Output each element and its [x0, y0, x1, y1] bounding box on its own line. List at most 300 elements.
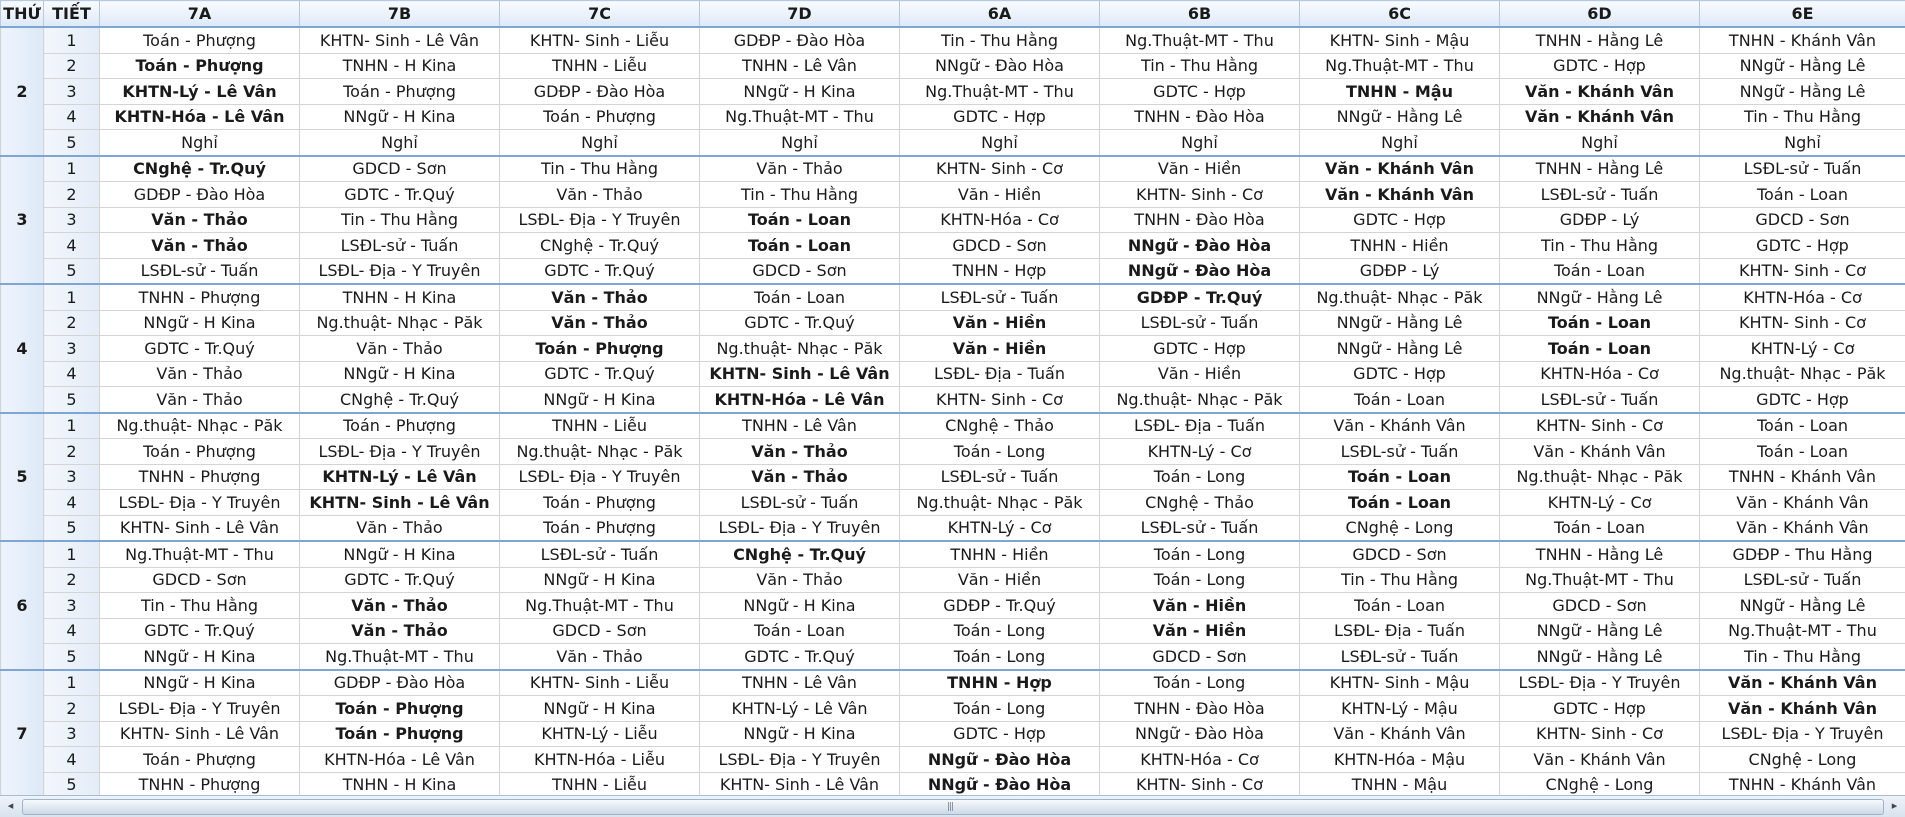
schedule-cell[interactable]: TNHN - Hằng Lê	[1500, 541, 1700, 567]
schedule-cell[interactable]: GDCD - Sơn	[1700, 207, 1905, 233]
schedule-cell[interactable]: Ng.Thuật-MT - Thu	[100, 541, 300, 567]
schedule-cell[interactable]: Văn - Hiền	[900, 567, 1100, 593]
scrollbar-thumb[interactable]	[22, 799, 1884, 815]
schedule-cell[interactable]: NNgữ - Hằng Lê	[1300, 310, 1500, 336]
schedule-cell[interactable]: KHTN-Lý - Lê Vân	[300, 464, 500, 490]
schedule-cell[interactable]: GDCD - Sơn	[1100, 644, 1300, 670]
schedule-cell[interactable]: Văn - Khánh Vân	[1300, 156, 1500, 182]
schedule-cell[interactable]: Toán - Loan	[1500, 515, 1700, 541]
schedule-cell[interactable]: Văn - Thảo	[500, 284, 700, 310]
period-cell[interactable]: 2	[44, 53, 100, 79]
schedule-cell[interactable]: NNgữ - Hằng Lê	[1700, 79, 1905, 105]
header-period[interactable]: TIẾT	[44, 1, 100, 28]
schedule-cell[interactable]: GDCD - Sơn	[500, 618, 700, 644]
period-cell[interactable]: 5	[44, 387, 100, 413]
schedule-cell[interactable]: KHTN-Hóa - Cơ	[1100, 747, 1300, 773]
period-cell[interactable]: 2	[44, 439, 100, 465]
schedule-cell[interactable]: GDCD - Sơn	[1300, 541, 1500, 567]
schedule-cell[interactable]: TNHN - Khánh Vân	[1700, 27, 1905, 53]
schedule-cell[interactable]: TNHN - Hiền	[900, 541, 1100, 567]
schedule-cell[interactable]: Văn - Thảo	[300, 618, 500, 644]
schedule-cell[interactable]: GDTC - Hợp	[1100, 336, 1300, 362]
schedule-cell[interactable]: TNHN - Hợp	[900, 258, 1100, 284]
schedule-cell[interactable]: Văn - Khánh Vân	[1300, 182, 1500, 208]
schedule-cell[interactable]: Ng.thuật- Nhạc - Păk	[100, 413, 300, 439]
schedule-cell[interactable]: Ng.thuật- Nhạc - Păk	[1100, 387, 1300, 413]
schedule-cell[interactable]: LSĐL- Địa - Tuấn	[1100, 413, 1300, 439]
schedule-cell[interactable]: CNghệ - Tr.Quý	[100, 156, 300, 182]
schedule-cell[interactable]: Toán - Loan	[1300, 593, 1500, 619]
schedule-cell[interactable]: Ng.Thuật-MT - Thu	[700, 104, 900, 130]
schedule-cell[interactable]: Văn - Thảo	[700, 156, 900, 182]
schedule-cell[interactable]: GDTC - Tr.Quý	[100, 336, 300, 362]
schedule-cell[interactable]: LSĐL- Địa - Y Truyên	[300, 258, 500, 284]
period-cell[interactable]: 5	[44, 644, 100, 670]
schedule-cell[interactable]: NNgữ - H Kina	[500, 696, 700, 722]
schedule-cell[interactable]: Toán - Long	[900, 439, 1100, 465]
schedule-cell[interactable]: Tin - Thu Hằng	[700, 182, 900, 208]
schedule-cell[interactable]: CNghệ - Long	[1300, 515, 1500, 541]
header-class-6d[interactable]: 6D	[1500, 1, 1700, 28]
schedule-cell[interactable]: KHTN- Sinh - Mậu	[1300, 670, 1500, 696]
schedule-cell[interactable]: NNgữ - Hằng Lê	[1500, 618, 1700, 644]
schedule-cell[interactable]: LSĐL-sử - Tuấn	[1300, 644, 1500, 670]
schedule-cell[interactable]: KHTN- Sinh - Cơ	[1100, 772, 1300, 795]
schedule-cell[interactable]: KHTN- Sinh - Cơ	[1700, 258, 1905, 284]
schedule-cell[interactable]: Ng.thuật- Nhạc - Păk	[1500, 464, 1700, 490]
schedule-cell[interactable]: GDTC - Tr.Quý	[700, 644, 900, 670]
period-cell[interactable]: 5	[44, 515, 100, 541]
schedule-cell[interactable]: Toán - Loan	[700, 233, 900, 259]
schedule-cell[interactable]: LSĐL-sử - Tuấn	[1300, 439, 1500, 465]
schedule-cell[interactable]: CNghệ - Tr.Quý	[300, 387, 500, 413]
schedule-cell[interactable]: Ng.Thuật-MT - Thu	[1700, 618, 1905, 644]
schedule-cell[interactable]: Tin - Thu Hằng	[1700, 644, 1905, 670]
schedule-cell[interactable]: Ng.thuật- Nhạc - Păk	[1700, 361, 1905, 387]
header-class-7c[interactable]: 7C	[500, 1, 700, 28]
schedule-cell[interactable]: NNgữ - H Kina	[700, 79, 900, 105]
schedule-cell[interactable]: Văn - Khánh Vân	[1500, 747, 1700, 773]
schedule-cell[interactable]: KHTN-Hóa - Liễu	[500, 747, 700, 773]
schedule-cell[interactable]: Toán - Loan	[1300, 464, 1500, 490]
schedule-cell[interactable]: KHTN- Sinh - Lê Vân	[100, 515, 300, 541]
schedule-cell[interactable]: Nghỉ	[1300, 130, 1500, 156]
schedule-cell[interactable]: NNgữ - H Kina	[300, 361, 500, 387]
horizontal-scrollbar[interactable]	[0, 795, 1905, 817]
schedule-cell[interactable]: GDĐP - Đào Hòa	[300, 670, 500, 696]
schedule-cell[interactable]: Toán - Phượng	[300, 696, 500, 722]
schedule-cell[interactable]: Ng.thuật- Nhạc - Păk	[900, 490, 1100, 516]
schedule-cell[interactable]: Toán - Loan	[700, 618, 900, 644]
schedule-cell[interactable]: Văn - Thảo	[100, 387, 300, 413]
schedule-cell[interactable]: KHTN- Sinh - Cơ	[1500, 721, 1700, 747]
schedule-cell[interactable]: LSĐL-sử - Tuấn	[1100, 515, 1300, 541]
day-cell[interactable]: 5	[1, 413, 44, 542]
schedule-cell[interactable]: Toán - Phượng	[100, 53, 300, 79]
schedule-cell[interactable]: Toán - Loan	[1700, 439, 1905, 465]
schedule-cell[interactable]: KHTN-Hóa - Lê Vân	[300, 747, 500, 773]
schedule-cell[interactable]: Toán - Phượng	[500, 490, 700, 516]
schedule-cell[interactable]: Văn - Hiền	[1100, 156, 1300, 182]
header-day[interactable]: THỨ	[1, 1, 44, 28]
schedule-cell[interactable]: TNHN - H Kina	[300, 53, 500, 79]
schedule-cell[interactable]: Toán - Long	[1100, 464, 1300, 490]
schedule-cell[interactable]: Văn - Thảo	[500, 644, 700, 670]
schedule-cell[interactable]: TNHN - Lê Vân	[700, 413, 900, 439]
schedule-cell[interactable]: Ng.thuật- Nhạc - Păk	[500, 439, 700, 465]
schedule-cell[interactable]: Ng.Thuật-MT - Thu	[1500, 567, 1700, 593]
schedule-cell[interactable]: Văn - Hiền	[1100, 618, 1300, 644]
period-cell[interactable]: 4	[44, 747, 100, 773]
schedule-cell[interactable]: Tin - Thu Hằng	[1100, 53, 1300, 79]
schedule-cell[interactable]: LSĐL- Địa - Y Truyên	[100, 490, 300, 516]
schedule-cell[interactable]: GDTC - Hợp	[1700, 233, 1905, 259]
schedule-cell[interactable]: TNHN - H Kina	[300, 772, 500, 795]
schedule-cell[interactable]: TNHN - Đào Hòa	[1100, 104, 1300, 130]
schedule-cell[interactable]: GDCD - Sơn	[100, 567, 300, 593]
schedule-cell[interactable]: Ng.Thuật-MT - Thu	[1100, 27, 1300, 53]
schedule-cell[interactable]: GDCD - Sơn	[700, 258, 900, 284]
schedule-cell[interactable]: KHTN-Hóa - Mậu	[1300, 747, 1500, 773]
schedule-cell[interactable]: KHTN- Sinh - Mậu	[1300, 27, 1500, 53]
period-cell[interactable]: 5	[44, 772, 100, 795]
schedule-cell[interactable]: Toán - Phượng	[100, 439, 300, 465]
schedule-cell[interactable]: GDĐP - Thu Hằng	[1700, 541, 1905, 567]
period-cell[interactable]: 4	[44, 233, 100, 259]
schedule-cell[interactable]: CNghệ - Long	[1700, 747, 1905, 773]
schedule-cell[interactable]: NNgữ - H Kina	[300, 104, 500, 130]
schedule-cell[interactable]: Văn - Khánh Vân	[1500, 104, 1700, 130]
period-cell[interactable]: 4	[44, 104, 100, 130]
schedule-cell[interactable]: Toán - Loan	[700, 207, 900, 233]
schedule-cell[interactable]: KHTN-Lý - Cơ	[1100, 439, 1300, 465]
schedule-cell[interactable]: Văn - Thảo	[700, 464, 900, 490]
schedule-cell[interactable]: LSĐL-sử - Tuấn	[500, 541, 700, 567]
period-cell[interactable]: 1	[44, 284, 100, 310]
schedule-cell[interactable]: GDCD - Sơn	[300, 156, 500, 182]
schedule-cell[interactable]: Ng.Thuật-MT - Thu	[500, 593, 700, 619]
schedule-cell[interactable]: NNgữ - Hằng Lê	[1500, 644, 1700, 670]
period-cell[interactable]: 4	[44, 490, 100, 516]
schedule-cell[interactable]: Văn - Khánh Vân	[1500, 79, 1700, 105]
schedule-cell[interactable]: GDTC - Hợp	[1500, 696, 1700, 722]
schedule-cell[interactable]: Nghỉ	[1100, 130, 1300, 156]
header-class-7a[interactable]: 7A	[100, 1, 300, 28]
schedule-cell[interactable]: NNgữ - H Kina	[100, 644, 300, 670]
schedule-cell[interactable]: KHTN-Hóa - Cơ	[1500, 361, 1700, 387]
schedule-cell[interactable]: LSĐL- Địa - Y Truyên	[500, 464, 700, 490]
schedule-cell[interactable]: Nghỉ	[300, 130, 500, 156]
schedule-cell[interactable]: NNgữ - Đào Hòa	[1100, 233, 1300, 259]
schedule-cell[interactable]: LSĐL-sử - Tuấn	[900, 464, 1100, 490]
schedule-cell[interactable]: LSĐL- Địa - Y Truyên	[100, 696, 300, 722]
schedule-cell[interactable]: LSĐL- Địa - Y Truyên	[1500, 670, 1700, 696]
schedule-cell[interactable]: LSĐL-sử - Tuấn	[1700, 156, 1905, 182]
schedule-cell[interactable]: LSĐL- Địa - Y Truyên	[700, 515, 900, 541]
schedule-cell[interactable]: Tin - Thu Hằng	[1500, 233, 1700, 259]
schedule-cell[interactable]: KHTN- Sinh - Liễu	[500, 27, 700, 53]
schedule-cell[interactable]: Văn - Khánh Vân	[1300, 413, 1500, 439]
schedule-cell[interactable]: Ng.thuật- Nhạc - Păk	[1300, 284, 1500, 310]
schedule-cell[interactable]: GDĐP - Tr.Quý	[900, 593, 1100, 619]
schedule-cell[interactable]: CNghệ - Tr.Quý	[700, 541, 900, 567]
schedule-cell[interactable]: Văn - Hiền	[900, 182, 1100, 208]
period-cell[interactable]: 5	[44, 130, 100, 156]
schedule-cell[interactable]: KHTN-Lý - Cơ	[1700, 336, 1905, 362]
schedule-cell[interactable]: KHTN- Sinh - Lê Vân	[700, 772, 900, 795]
schedule-cell[interactable]: Văn - Khánh Vân	[1700, 490, 1905, 516]
schedule-cell[interactable]: KHTN-Lý - Lê Vân	[700, 696, 900, 722]
header-class-6a[interactable]: 6A	[900, 1, 1100, 28]
schedule-cell[interactable]: GDĐP - Tr.Quý	[1100, 284, 1300, 310]
header-class-6c[interactable]: 6C	[1300, 1, 1500, 28]
schedule-cell[interactable]: Văn - Khánh Vân	[1700, 515, 1905, 541]
schedule-cell[interactable]: GDTC - Hợp	[900, 721, 1100, 747]
schedule-cell[interactable]: Toán - Phượng	[500, 336, 700, 362]
schedule-cell[interactable]: Toán - Loan	[1500, 336, 1700, 362]
schedule-cell[interactable]: TNHN - Phượng	[100, 772, 300, 795]
schedule-cell[interactable]: Nghỉ	[1700, 130, 1905, 156]
period-cell[interactable]: 3	[44, 207, 100, 233]
period-cell[interactable]: 2	[44, 182, 100, 208]
header-class-7d[interactable]: 7D	[700, 1, 900, 28]
schedule-cell[interactable]: TNHN - Khánh Vân	[1700, 464, 1905, 490]
schedule-cell[interactable]: TNHN - Hằng Lê	[1500, 156, 1700, 182]
schedule-cell[interactable]: TNHN - Liễu	[500, 772, 700, 795]
schedule-cell[interactable]: LSĐL- Địa - Y Truyên	[300, 439, 500, 465]
schedule-cell[interactable]: LSĐL-sử - Tuấn	[1500, 182, 1700, 208]
schedule-cell[interactable]: KHTN- Sinh - Lê Vân	[300, 27, 500, 53]
schedule-cell[interactable]: NNgữ - Hằng Lê	[1500, 284, 1700, 310]
schedule-cell[interactable]: Toán - Phượng	[500, 515, 700, 541]
schedule-cell[interactable]: Văn - Khánh Vân	[1700, 670, 1905, 696]
schedule-cell[interactable]: Văn - Thảo	[100, 361, 300, 387]
schedule-cell[interactable]: TNHN - Liễu	[500, 53, 700, 79]
schedule-cell[interactable]: LSĐL-sử - Tuấn	[1700, 567, 1905, 593]
schedule-cell[interactable]: LSĐL-sử - Tuấn	[700, 490, 900, 516]
schedule-cell[interactable]: KHTN- Sinh - Cơ	[1100, 182, 1300, 208]
schedule-cell[interactable]: Ng.Thuật-MT - Thu	[300, 644, 500, 670]
schedule-cell[interactable]: TNHN - Phượng	[100, 284, 300, 310]
schedule-cell[interactable]: Toán - Phượng	[300, 413, 500, 439]
schedule-cell[interactable]: KHTN- Sinh - Lê Vân	[700, 361, 900, 387]
schedule-cell[interactable]: GDTC - Hợp	[1500, 53, 1700, 79]
schedule-cell[interactable]: GDTC - Hợp	[1300, 361, 1500, 387]
schedule-cell[interactable]: Toán - Loan	[700, 284, 900, 310]
schedule-cell[interactable]: NNgữ - Đào Hòa	[900, 772, 1100, 795]
schedule-cell[interactable]: TNHN - Đào Hòa	[1100, 696, 1300, 722]
schedule-cell[interactable]: GDTC - Tr.Quý	[300, 567, 500, 593]
header-class-7b[interactable]: 7B	[300, 1, 500, 28]
schedule-cell[interactable]: Ng.thuật- Nhạc - Păk	[300, 310, 500, 336]
period-cell[interactable]: 4	[44, 618, 100, 644]
period-cell[interactable]: 5	[44, 258, 100, 284]
schedule-cell[interactable]: NNgữ - H Kina	[500, 387, 700, 413]
schedule-cell[interactable]: TNHN - Lê Vân	[700, 670, 900, 696]
schedule-cell[interactable]: NNgữ - Hằng Lê	[1700, 593, 1905, 619]
schedule-cell[interactable]: CNghệ - Long	[1500, 772, 1700, 795]
schedule-cell[interactable]: Toán - Loan	[1300, 387, 1500, 413]
header-class-6e[interactable]: 6E	[1700, 1, 1905, 28]
schedule-cell[interactable]: GDCD - Sơn	[900, 233, 1100, 259]
schedule-cell[interactable]: Nghỉ	[100, 130, 300, 156]
schedule-cell[interactable]: Toán - Long	[1100, 541, 1300, 567]
schedule-cell[interactable]: CNghệ - Thảo	[900, 413, 1100, 439]
period-cell[interactable]: 3	[44, 79, 100, 105]
period-cell[interactable]: 4	[44, 361, 100, 387]
period-cell[interactable]: 3	[44, 721, 100, 747]
schedule-cell[interactable]: NNgữ - H Kina	[100, 310, 300, 336]
schedule-cell[interactable]: Văn - Thảo	[100, 207, 300, 233]
schedule-cell[interactable]: Văn - Khánh Vân	[1300, 721, 1500, 747]
scroll-right-arrow-icon[interactable]: ▸	[1886, 798, 1903, 814]
schedule-cell[interactable]: Văn - Thảo	[500, 310, 700, 336]
schedule-cell[interactable]: KHTN- Sinh - Liễu	[500, 670, 700, 696]
schedule-cell[interactable]: LSĐL-sử - Tuấn	[300, 233, 500, 259]
day-cell[interactable]: 7	[1, 670, 44, 796]
schedule-cell[interactable]: TNHN - Mậu	[1300, 772, 1500, 795]
schedule-cell[interactable]: TNHN - Mậu	[1300, 79, 1500, 105]
period-cell[interactable]: 3	[44, 593, 100, 619]
period-cell[interactable]: 1	[44, 413, 100, 439]
schedule-cell[interactable]: Toán - Loan	[1300, 490, 1500, 516]
schedule-cell[interactable]: Tin - Thu Hằng	[1700, 104, 1905, 130]
schedule-cell[interactable]: Nghỉ	[700, 130, 900, 156]
schedule-cell[interactable]: KHTN- Sinh - Cơ	[1500, 413, 1700, 439]
schedule-cell[interactable]: Toán - Long	[900, 618, 1100, 644]
schedule-cell[interactable]: Văn - Khánh Vân	[1700, 696, 1905, 722]
schedule-cell[interactable]: Toán - Loan	[1500, 310, 1700, 336]
schedule-cell[interactable]: GDĐP - Lý	[1300, 258, 1500, 284]
period-cell[interactable]: 1	[44, 670, 100, 696]
schedule-cell[interactable]: GDĐP - Đào Hòa	[100, 182, 300, 208]
schedule-cell[interactable]: Văn - Hiền	[900, 336, 1100, 362]
schedule-cell[interactable]: Toán - Loan	[1700, 413, 1905, 439]
schedule-cell[interactable]: Toán - Loan	[1700, 182, 1905, 208]
schedule-cell[interactable]: KHTN-Hóa - Lê Vân	[700, 387, 900, 413]
schedule-cell[interactable]: Tin - Thu Hằng	[300, 207, 500, 233]
schedule-cell[interactable]: Tin - Thu Hằng	[900, 27, 1100, 53]
schedule-cell[interactable]: KHTN- Sinh - Lê Vân	[100, 721, 300, 747]
schedule-cell[interactable]: TNHN - H Kina	[300, 284, 500, 310]
schedule-cell[interactable]: Toán - Phượng	[100, 27, 300, 53]
schedule-cell[interactable]: Toán - Loan	[1500, 258, 1700, 284]
schedule-cell[interactable]: GDTC - Tr.Quý	[100, 618, 300, 644]
schedule-cell[interactable]: KHTN- Sinh - Cơ	[1700, 310, 1905, 336]
schedule-cell[interactable]: NNgữ - H Kina	[100, 670, 300, 696]
schedule-cell[interactable]: Văn - Khánh Vân	[1500, 439, 1700, 465]
schedule-cell[interactable]: GDTC - Hợp	[1300, 207, 1500, 233]
schedule-cell[interactable]: CNghệ - Tr.Quý	[500, 233, 700, 259]
schedule-cell[interactable]: Văn - Thảo	[300, 515, 500, 541]
schedule-cell[interactable]: LSĐL- Địa - Tuấn	[900, 361, 1100, 387]
schedule-cell[interactable]: KHTN- Sinh - Cơ	[900, 387, 1100, 413]
schedule-cell[interactable]: Văn - Thảo	[100, 233, 300, 259]
schedule-cell[interactable]: NNgữ - Đào Hòa	[900, 53, 1100, 79]
day-cell[interactable]: 6	[1, 541, 44, 670]
schedule-cell[interactable]: GDTC - Hợp	[1100, 79, 1300, 105]
schedule-cell[interactable]: Tin - Thu Hằng	[500, 156, 700, 182]
schedule-cell[interactable]: KHTN- Sinh - Lê Vân	[300, 490, 500, 516]
schedule-cell[interactable]: TNHN - Hằng Lê	[1500, 27, 1700, 53]
schedule-cell[interactable]: GDĐP - Đào Hòa	[500, 79, 700, 105]
schedule-cell[interactable]: LSĐL-sử - Tuấn	[100, 258, 300, 284]
schedule-cell[interactable]: Toán - Phượng	[500, 104, 700, 130]
schedule-cell[interactable]: TNHN - Đào Hòa	[1100, 207, 1300, 233]
schedule-cell[interactable]: Văn - Thảo	[300, 336, 500, 362]
day-cell[interactable]: 4	[1, 284, 44, 413]
period-cell[interactable]: 1	[44, 27, 100, 53]
schedule-cell[interactable]: GDTC - Tr.Quý	[300, 182, 500, 208]
schedule-cell[interactable]: TNHN - Hợp	[900, 670, 1100, 696]
schedule-cell[interactable]: KHTN-Lý - Lê Vân	[100, 79, 300, 105]
schedule-cell[interactable]: GDTC - Tr.Quý	[500, 258, 700, 284]
schedule-cell[interactable]: KHTN-Lý - Mậu	[1300, 696, 1500, 722]
schedule-cell[interactable]: Nghỉ	[900, 130, 1100, 156]
schedule-cell[interactable]: Văn - Hiền	[1100, 593, 1300, 619]
schedule-cell[interactable]: LSĐL- Địa - Y Truyên	[500, 207, 700, 233]
period-cell[interactable]: 3	[44, 464, 100, 490]
schedule-cell[interactable]: CNghệ - Thảo	[1100, 490, 1300, 516]
schedule-cell[interactable]: TNHN - Phượng	[100, 464, 300, 490]
schedule-cell[interactable]: Văn - Thảo	[300, 593, 500, 619]
schedule-cell[interactable]: Toán - Long	[900, 644, 1100, 670]
day-cell[interactable]: 2	[1, 27, 44, 156]
schedule-cell[interactable]: Nghỉ	[500, 130, 700, 156]
schedule-cell[interactable]: GDTC - Tr.Quý	[700, 310, 900, 336]
schedule-cell[interactable]: NNgữ - Hằng Lê	[1700, 53, 1905, 79]
period-cell[interactable]: 2	[44, 310, 100, 336]
schedule-cell[interactable]: KHTN-Lý - Cơ	[1500, 490, 1700, 516]
schedule-cell[interactable]: Ng.Thuật-MT - Thu	[1300, 53, 1500, 79]
schedule-cell[interactable]: LSĐL- Địa - Y Truyên	[700, 747, 900, 773]
schedule-cell[interactable]: Văn - Thảo	[700, 439, 900, 465]
scroll-left-arrow-icon[interactable]: ◂	[2, 798, 19, 814]
schedule-cell[interactable]: KHTN-Hóa - Lê Vân	[100, 104, 300, 130]
schedule-cell[interactable]: KHTN-Lý - Liễu	[500, 721, 700, 747]
schedule-cell[interactable]: TNHN - Liễu	[500, 413, 700, 439]
schedule-cell[interactable]: NNgữ - Đào Hòa	[1100, 258, 1300, 284]
schedule-cell[interactable]: LSĐL- Địa - Tuấn	[1300, 618, 1500, 644]
schedule-cell[interactable]: Toán - Phượng	[300, 79, 500, 105]
schedule-cell[interactable]: KHTN-Lý - Cơ	[900, 515, 1100, 541]
schedule-cell[interactable]: GDTC - Hợp	[900, 104, 1100, 130]
schedule-cell[interactable]: LSĐL-sử - Tuấn	[1100, 310, 1300, 336]
schedule-cell[interactable]: Văn - Hiền	[1100, 361, 1300, 387]
schedule-cell[interactable]: KHTN- Sinh - Cơ	[900, 156, 1100, 182]
period-cell[interactable]: 1	[44, 541, 100, 567]
schedule-cell[interactable]: Toán - Phượng	[100, 747, 300, 773]
schedule-cell[interactable]: NNgữ - H Kina	[300, 541, 500, 567]
schedule-cell[interactable]: Văn - Hiền	[900, 310, 1100, 336]
schedule-cell[interactable]: NNgữ - H Kina	[700, 593, 900, 619]
schedule-cell[interactable]: LSĐL- Địa - Y Truyên	[1700, 721, 1905, 747]
schedule-cell[interactable]: LSĐL-sử - Tuấn	[900, 284, 1100, 310]
period-cell[interactable]: 2	[44, 696, 100, 722]
schedule-cell[interactable]: NNgữ - H Kina	[700, 721, 900, 747]
schedule-cell[interactable]: Toán - Long	[1100, 670, 1300, 696]
period-cell[interactable]: 3	[44, 336, 100, 362]
schedule-cell[interactable]: TNHN - Khánh Vân	[1700, 772, 1905, 795]
day-cell[interactable]: 3	[1, 156, 44, 285]
schedule-cell[interactable]: NNgữ - Đào Hòa	[900, 747, 1100, 773]
schedule-cell[interactable]: Tin - Thu Hằng	[1300, 567, 1500, 593]
period-cell[interactable]: 2	[44, 567, 100, 593]
schedule-cell[interactable]: NNgữ - H Kina	[500, 567, 700, 593]
schedule-cell[interactable]: Văn - Thảo	[500, 182, 700, 208]
schedule-cell[interactable]: TNHN - Lê Vân	[700, 53, 900, 79]
schedule-cell[interactable]: Ng.thuật- Nhạc - Păk	[700, 336, 900, 362]
